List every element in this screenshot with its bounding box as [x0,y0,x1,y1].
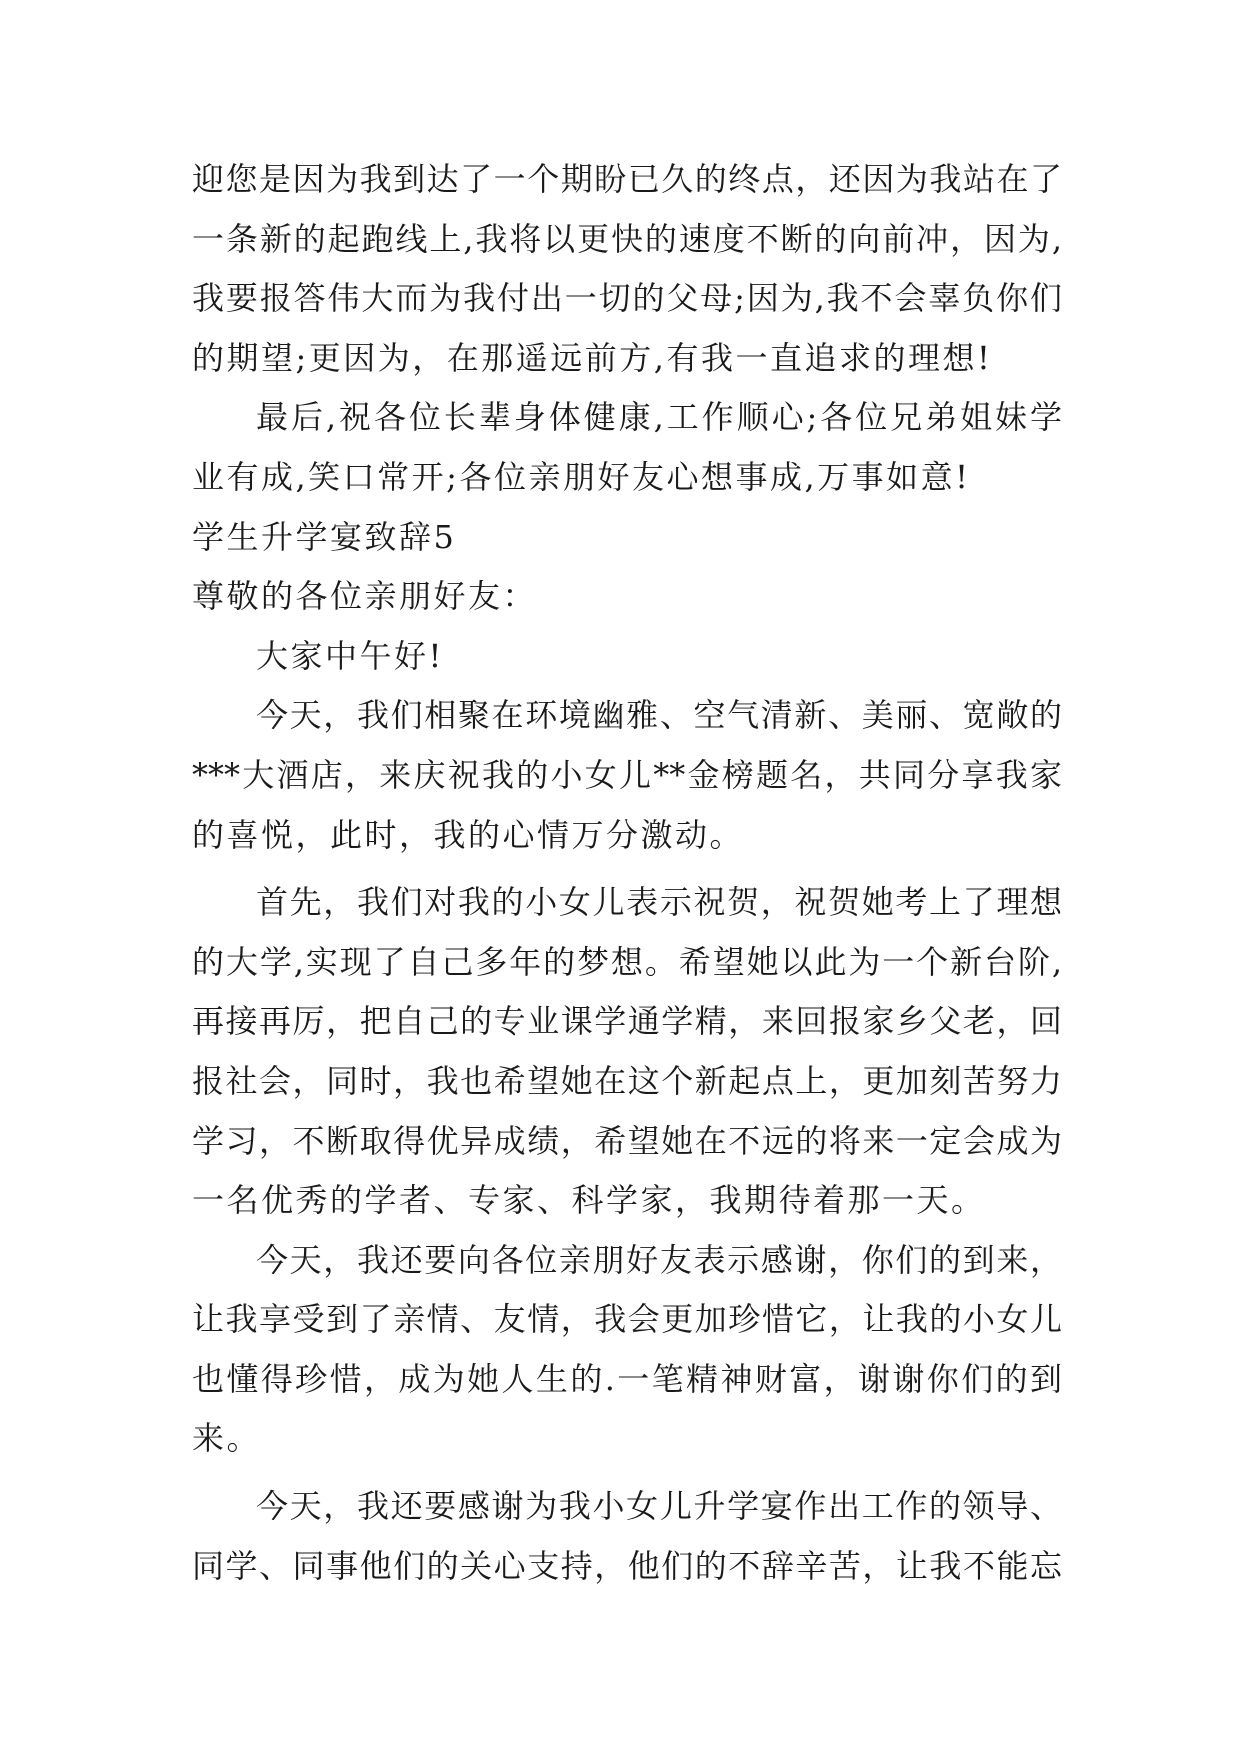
text-line: 的期望;更因为，在那遥远前方,有我一直追求的理想! [192,338,993,377]
greeting: 大家中午好! [256,636,444,675]
text-line: ***大酒店，来庆祝我的小女儿**金榜题名，共同分享我家 [192,755,1062,794]
section-heading: 学生升学宴致辞5 [192,517,457,556]
text-line: 最后,祝各位长辈身体健康,工作顺心;各位兄弟姐妹学 [256,398,1062,437]
text-line: 今天，我们相聚在环境幽雅、空气清新、美丽、宽敞的 [256,696,1062,735]
text-line: 的大学,实现了自己多年的梦想。希望她以此为一个新台阶, [192,942,1062,981]
text-line: 让我享受到了亲情、友情，我会更加珍惜它，让我的小女儿 [192,1300,1062,1339]
text-line: 同学、同事他们的关心支持，他们的不辞辛苦，让我不能忘 [192,1546,1062,1585]
text-line: 我要报答伟大而为我付出一切的父母;因为,我不会辜负你们 [192,279,1062,318]
text-line: 再接再厉，把自己的专业课学通学精，来回报家乡父老，回 [192,1002,1062,1041]
document-page [192,150,1062,1596]
text-line: 业有成,笑口常开;各位亲朋好友心想事成,万事如意! [192,457,971,496]
text-line: 迎您是因为我到达了一个期盼已久的终点，还因为我站在了 [192,160,1062,198]
text-line: 一名优秀的学者、专家、科学家，我期待着那一天。 [192,1181,986,1220]
text-line: 今天，我还要向各位亲朋好友表示感谢，你们的到来， [256,1240,1062,1279]
text-line: 学习，不断取得优异成绩，希望她在不远的将来一定会成为 [192,1121,1062,1160]
text-line: 来。 [192,1419,262,1458]
text-line: 也懂得珍惜，成为她人生的.一笔精神财富，谢谢你们的到 [192,1359,1062,1398]
text-line: 首先，我们对我的小女儿表示祝贺，祝贺她考上了理想 [256,883,1062,922]
text-line: 今天，我还要感谢为我小女儿升学宴作出工作的领导、 [256,1487,1062,1526]
text-line: 报社会，同时，我也希望她在这个新起点上，更加刻苦努力 [192,1061,1062,1100]
text-line: 的喜悦，此时，我的心情万分激动。 [192,815,745,854]
text-line: 一条新的起跑线上,我将以更快的速度不断的向前冲，因为, [192,219,1062,258]
salutation: 尊敬的各位亲朋好友： [192,577,538,616]
